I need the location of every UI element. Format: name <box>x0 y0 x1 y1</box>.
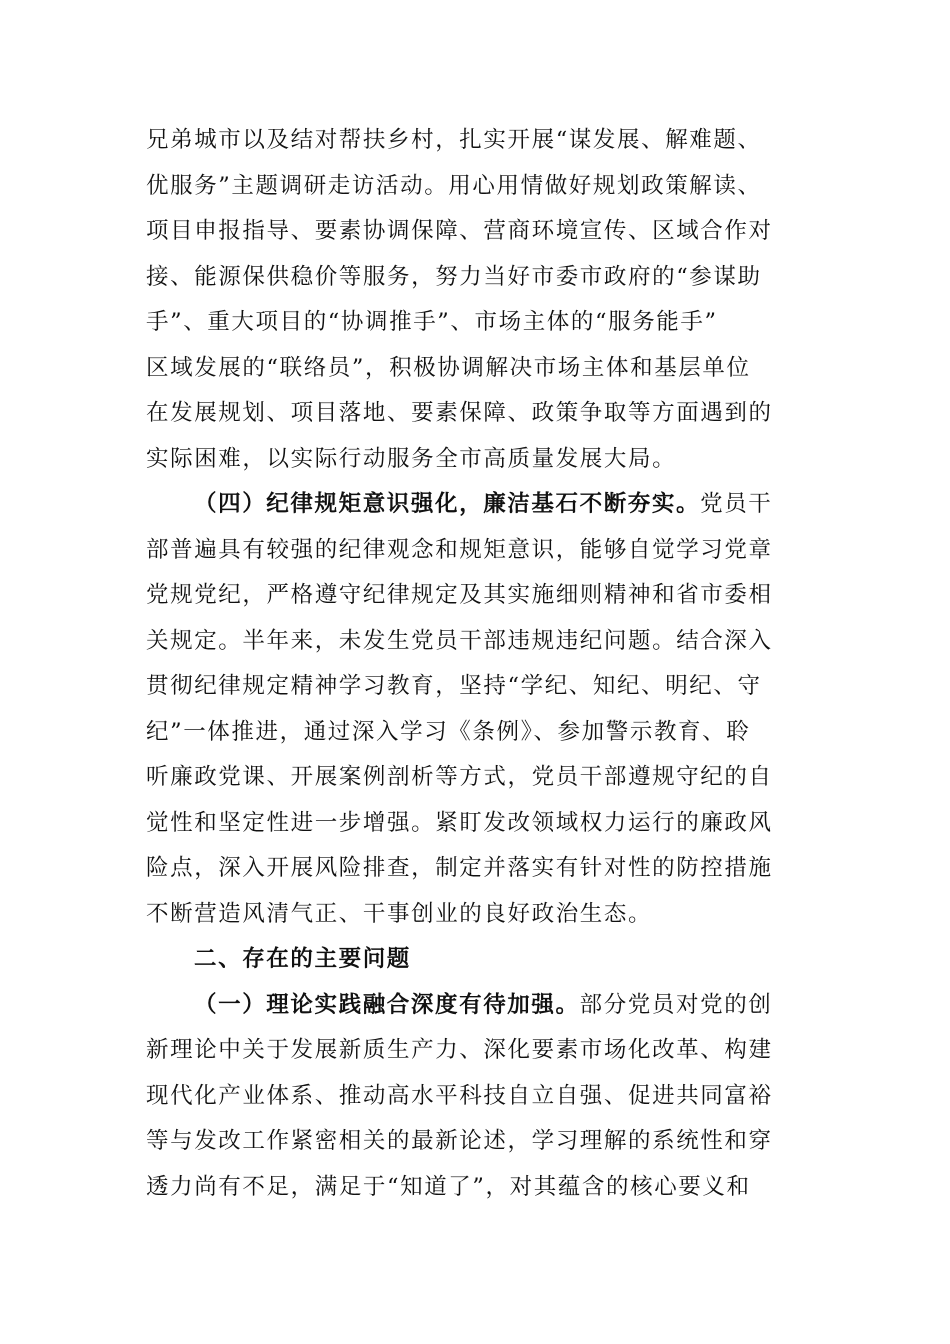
text-line: 纪”一体推进，通过深入学习《条例》、参加警示教育、聆 <box>146 718 751 745</box>
paragraph-discipline <box>146 482 814 937</box>
paragraph-service-work <box>146 118 814 482</box>
text-line-rest: 党员干 <box>700 491 773 517</box>
text-line-first <box>146 983 814 1029</box>
text-line: 现代化产业体系、推动高水平科技自立自强、促进共同富裕 <box>146 1082 773 1109</box>
text-line: 实际困难，以实际行动服务全市高质量发展大局。 <box>146 445 677 472</box>
text-line: 项目申报指导、要素协调保障、营商环境宣传、区域合作对 <box>146 218 773 244</box>
paragraph-theory-practice <box>146 983 814 1211</box>
text-line: 觉性和坚定性进一步增强。紧盯发改领域权力运行的廉政风 <box>146 809 773 836</box>
text-line: 区域发展的“联络员”，积极协调解决市场主体和基层单位 <box>146 354 751 381</box>
text-line: 手”、重大项目的“协调推手”、市场主体的“服务能手” <box>146 309 718 335</box>
text-line: 兄弟城市以及结对帮扶乡村，扎实开展“谋发展、解难题、 <box>146 127 762 153</box>
text-line: 贯彻纪律规定精神学习教育，坚持“学纪、知纪、明纪、守 <box>146 673 762 699</box>
text-line: 接、能源保供稳价等服务，努力当好市委市政府的“参谋助 <box>146 263 762 290</box>
text-line: 新理论中关于发展新质生产力、深化要素市场化改革、构建 <box>146 1037 773 1063</box>
document-body <box>146 118 814 1210</box>
text-line: 党规党纪，严格遵守纪律规定及其实施细则精神和省市委相 <box>146 582 773 608</box>
text-line: 等与发改工作紧密相关的最新论述，学习理解的系统性和穿 <box>146 1128 773 1154</box>
text-line-first <box>146 482 814 528</box>
text-line: 险点，深入开展风险排查，制定并落实有针对性的防控措施 <box>146 855 773 881</box>
text-line: 部普遍具有较强的纪律观念和规矩意识，能够自觉学习党章 <box>146 536 773 563</box>
paragraph-lead-heading: （一）理论实践融合深度有待加强。 <box>194 991 580 1018</box>
text-line-rest: 部分党员对党的创 <box>579 991 773 1018</box>
text-line: 优服务”主题调研走访活动。用心用情做好规划政策解读、 <box>146 172 762 199</box>
text-line: 在发展规划、项目落地、要素保障、政策争取等方面遇到的 <box>146 400 773 426</box>
text-line: 听廉政党课、开展案例剖析等方式，党员干部遵规守纪的自 <box>146 764 773 790</box>
text-line: 关规定。半年来，未发生党员干部违规违纪问题。结合深入 <box>146 627 773 654</box>
text-line: 透力尚有不足，满足于“知道了”，对其蕴含的核心要义和 <box>146 1173 751 1200</box>
text-line: 不断营造风清气正、干事创业的良好政治生态。 <box>146 900 653 927</box>
section-heading: 二、存在的主要问题 <box>194 946 411 972</box>
paragraph-lead-heading: （四）纪律规矩意识强化，廉洁基石不断夯实。 <box>194 491 701 517</box>
